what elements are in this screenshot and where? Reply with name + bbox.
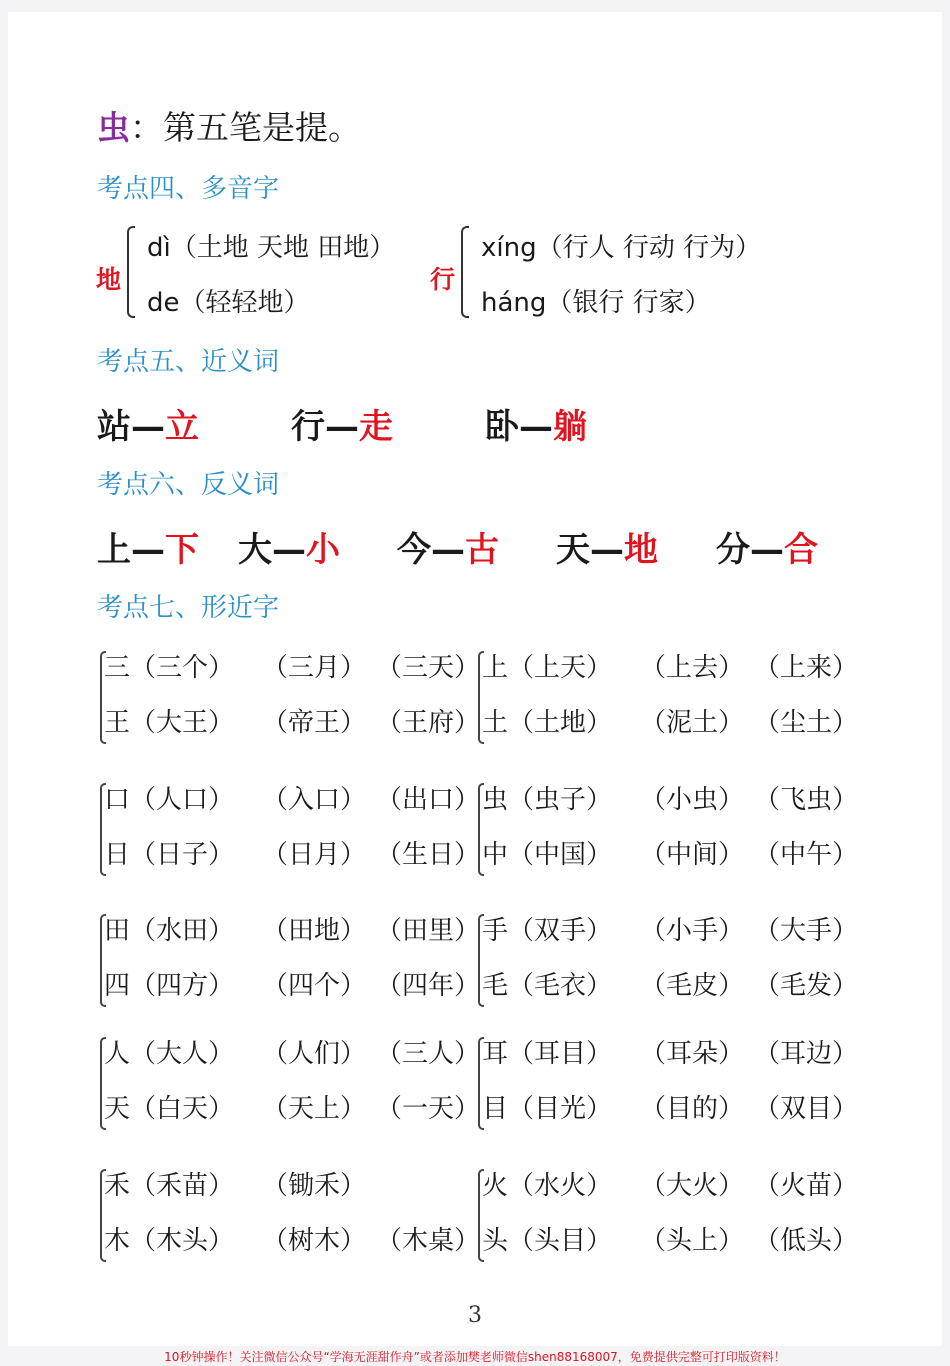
similar-char-cell: 土（土地）: [482, 708, 613, 738]
similar-char-cell: 禾（禾苗）: [104, 1171, 235, 1201]
similar-char-cell: 中（中国）: [482, 840, 613, 870]
similar-char-cell: （天上）: [262, 1094, 367, 1124]
poly-brace-xing: [461, 226, 469, 318]
similar-char-cell: （四个）: [262, 971, 367, 1001]
synonym-pair: 站—立: [97, 407, 199, 447]
similar-char-cell: 四（四方）: [104, 971, 235, 1001]
similar-char-cell: （生日）: [376, 840, 481, 870]
similar-char-cell: 田（水田）: [104, 916, 235, 946]
similar-char-cell: （王府）: [376, 708, 481, 738]
stroke-note-char: 虫: [97, 108, 130, 147]
footer-note: 10秒钟操作！关注微信公众号“学海无涯甜作舟”或者添加樊老师微信shen88168007，免费提供完整可打印版资料！: [164, 1350, 786, 1364]
poly-line-xing-2: háng（银行 行家）: [481, 288, 711, 318]
similar-char-cell: （小手）: [640, 916, 745, 946]
similar-char-cell: （中间）: [640, 840, 745, 870]
similar-char-cell: 木（木头）: [104, 1226, 235, 1256]
synonym-pair: 行—走: [291, 407, 393, 447]
similar-char-cell: 人（大人）: [104, 1039, 235, 1069]
similar-char-cell: （大手）: [754, 916, 859, 946]
antonym-pair: 分—合: [716, 530, 818, 570]
synonym-pair: 卧—躺: [485, 407, 587, 447]
similar-char-cell: 虫（虫子）: [482, 785, 613, 815]
stroke-note-text: ：第五笔是提。: [130, 108, 361, 147]
similar-char-cell: （人们）: [262, 1039, 367, 1069]
similar-char-cell: （锄禾）: [262, 1171, 367, 1201]
similar-char-cell: （日月）: [262, 840, 367, 870]
poly-line-di-1: dì（土地 天地 田地）: [147, 233, 396, 263]
similar-char-cell: （出口）: [376, 785, 481, 815]
similar-char-cell: （三月）: [262, 653, 367, 683]
similar-char-cell: 口（人口）: [104, 785, 235, 815]
similar-char-cell: （头上）: [640, 1226, 745, 1256]
similar-char-cell: （木桌）: [376, 1226, 481, 1256]
similar-char-cell: （三人）: [376, 1039, 481, 1069]
section-title-polyphonic: 考点四、多音字: [97, 174, 280, 204]
similar-char-cell: （树木）: [262, 1226, 367, 1256]
similar-char-cell: （大火）: [640, 1171, 745, 1201]
similar-char-cell: （尘土）: [754, 708, 859, 738]
similar-char-cell: （三天）: [376, 653, 481, 683]
similar-char-cell: （四年）: [376, 971, 481, 1001]
similar-char-cell: （目的）: [640, 1094, 745, 1124]
similar-char-cell: 手（双手）: [482, 916, 613, 946]
similar-char-cell: 日（日子）: [104, 840, 235, 870]
poly-line-di-2: de（轻轻地）: [147, 288, 310, 318]
similar-char-cell: （低头）: [754, 1226, 859, 1256]
similar-char-cell: （飞虫）: [754, 785, 859, 815]
antonym-pair: 上—下: [97, 530, 199, 570]
poly-char-di: 地: [96, 265, 122, 294]
poly-char-xing: 行: [430, 265, 456, 294]
similar-char-cell: 三（三个）: [104, 653, 235, 683]
section-title-similar-chars: 考点七、形近字: [97, 593, 280, 623]
similar-char-cell: （双目）: [754, 1094, 859, 1124]
similar-char-cell: （泥土）: [640, 708, 745, 738]
similar-char-cell: （上去）: [640, 653, 745, 683]
poly-line-xing-1: xíng（行人 行动 行为）: [481, 233, 762, 263]
similar-char-cell: （入口）: [262, 785, 367, 815]
similar-char-cell: 头（头目）: [482, 1226, 613, 1256]
section-title-antonyms: 考点六、反义词: [97, 470, 280, 500]
antonym-pair: 大—小: [238, 530, 340, 570]
similar-char-cell: （田地）: [262, 916, 367, 946]
similar-char-cell: （火苗）: [754, 1171, 859, 1201]
stroke-note: [97, 102, 361, 149]
section-title-synonyms: 考点五、近义词: [97, 347, 280, 377]
antonym-pair: 今—古: [397, 530, 499, 570]
similar-char-cell: （耳边）: [754, 1039, 859, 1069]
poly-brace-di: [127, 226, 135, 318]
similar-char-cell: （一天）: [376, 1094, 481, 1124]
similar-char-cell: （耳朵）: [640, 1039, 745, 1069]
similar-char-cell: （中午）: [754, 840, 859, 870]
similar-char-cell: （田里）: [376, 916, 481, 946]
similar-char-cell: 毛（毛衣）: [482, 971, 613, 1001]
similar-char-cell: 耳（耳目）: [482, 1039, 613, 1069]
antonym-pair: 天—地: [556, 530, 658, 570]
similar-char-cell: 目（目光）: [482, 1094, 613, 1124]
similar-char-cell: （小虫）: [640, 785, 745, 815]
similar-char-cell: 上（上天）: [482, 653, 613, 683]
similar-char-cell: 天（白天）: [104, 1094, 235, 1124]
similar-char-cell: （毛发）: [754, 971, 859, 1001]
similar-char-cell: （毛皮）: [640, 971, 745, 1001]
similar-char-cell: 王（大王）: [104, 708, 235, 738]
similar-char-cell: 火（水火）: [482, 1171, 613, 1201]
similar-char-cell: （帝王）: [262, 708, 367, 738]
similar-char-cell: （上来）: [754, 653, 859, 683]
page-number: 3: [468, 1303, 482, 1328]
